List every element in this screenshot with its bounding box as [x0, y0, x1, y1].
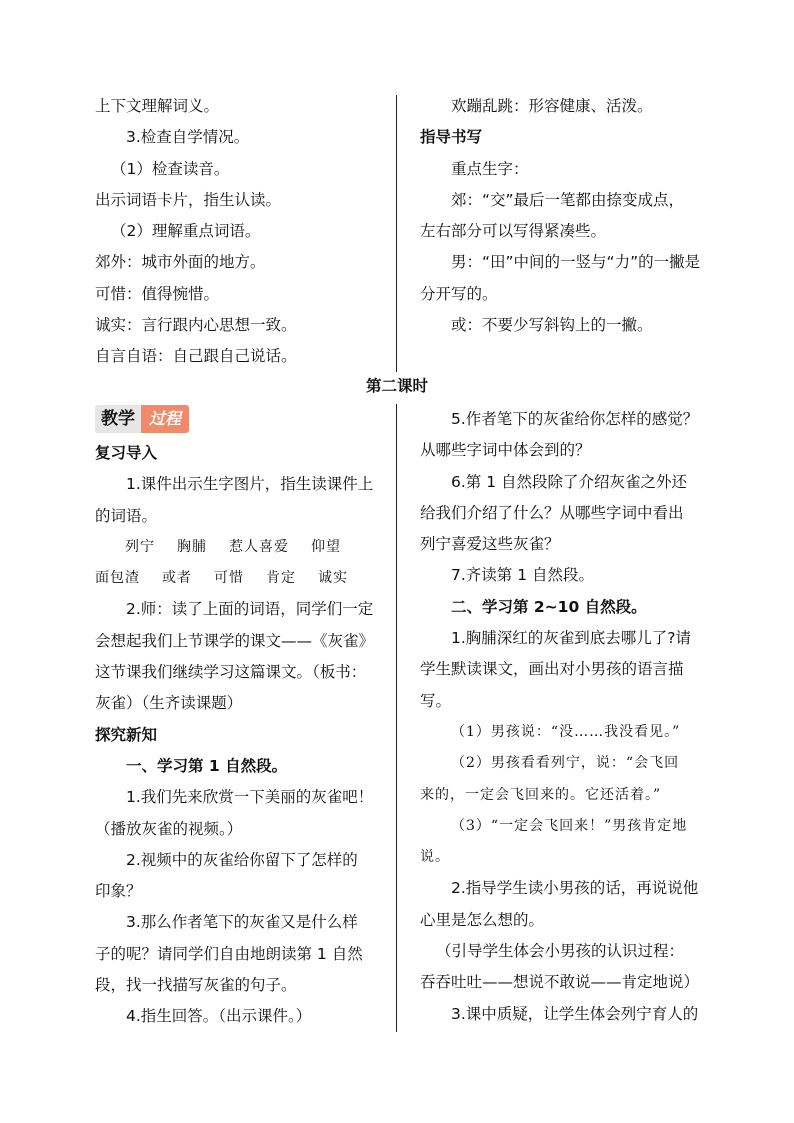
text-line: 3.检查自学情况。	[126, 128, 250, 147]
text-line: 1.课件出示生字图片，指生读课件上	[126, 475, 374, 494]
text-line: （引导学生体会小男孩的认识过程：	[436, 942, 685, 961]
text-line: 重点生字：	[451, 159, 529, 178]
word-row	[95, 532, 395, 563]
word-row	[95, 563, 395, 594]
text-line: 5.作者笔下的灰雀给你怎样的感觉？	[451, 410, 699, 428]
text-line: （1）检查读音。	[111, 159, 230, 178]
vocab-word: 面包渣	[95, 570, 140, 587]
text-line: 或：不要少写斜钩上的一撇。	[451, 316, 653, 335]
section-heading: 指导书写	[420, 128, 483, 147]
lesson-section-title: 第二课时	[365, 377, 428, 395]
text-line: 这节课我们继续学习这篇课文。（板书：	[95, 663, 367, 682]
vocab-word: 列宁	[125, 538, 155, 555]
text-line: 7.齐读第 1 自然段。	[451, 566, 595, 585]
quote-line: （2）男孩看看列宁，说：“会飞回	[451, 755, 680, 772]
text-line: 郊：“交”最后一笔都由捺变成点，	[451, 190, 685, 209]
text-line: 灰雀）（生齐读课题）	[95, 694, 243, 713]
text-line: 子的呢？请同学们自由地朗读第 1 自然	[95, 944, 363, 963]
vocab-word: 胸脯	[177, 538, 207, 555]
text-line: 诚实：言行跟内心思想一致。	[95, 316, 297, 335]
column-divider	[396, 95, 397, 372]
text-line: 会想起我们上节课学的课文——《灰雀》	[95, 631, 375, 650]
text-line: 从哪些字词中体会到的？	[420, 441, 591, 460]
quote-line: （1）男孩说：“没……我没看见。”	[451, 723, 681, 740]
vocab-word: 或者	[162, 570, 192, 587]
text-line: 段，找一找描写灰雀的句子。	[95, 976, 297, 995]
subsection-heading: 二、学习第 2~10 自然段。	[451, 597, 647, 616]
text-line: 左右部分可以写得紧凑些。	[420, 222, 607, 241]
text-line: 上下文理解词义。	[95, 97, 220, 115]
quote-line: 来的，一定会飞回来的。它还活着。”	[420, 786, 662, 803]
vocab-word: 诚实	[318, 570, 348, 587]
text-line: 自言自语：自己跟自己说话。	[95, 347, 297, 366]
text-line: 的词语。	[95, 506, 158, 525]
subsection-heading: 一、学习第 1 自然段。	[126, 756, 288, 775]
text-line: 2.视频中的灰雀给你留下了怎样的	[126, 850, 358, 869]
vocab-word: 可惜	[214, 570, 244, 587]
text-line: 出示词语卡片，指生认读。	[95, 190, 282, 209]
text-line: 6.第 1 自然段除了介绍灰雀之外还	[451, 472, 688, 491]
text-line: 学生默读课文，画出对小男孩的语言描	[420, 660, 684, 679]
text-line: 列宁喜爱这些灰雀？	[420, 535, 560, 554]
text-line: 2.指导学生读小男孩的话，再说说他	[451, 879, 699, 898]
section-heading: 探究新知	[95, 725, 158, 744]
badge-part-1: 教学	[95, 405, 141, 433]
quote-line: 说。	[420, 849, 450, 866]
column-divider	[396, 404, 397, 1032]
text-line: 3.那么作者笔下的灰雀又是什么样	[126, 913, 358, 932]
bottom-right-column	[420, 404, 720, 1030]
text-line: （播放灰雀的视频。）	[95, 819, 243, 838]
top-right-column	[420, 91, 720, 341]
text-line: 写。	[420, 691, 452, 710]
quote-line: （3）“一定会飞回来！”男孩肯定地	[451, 817, 688, 834]
text-line: 印象？	[95, 882, 142, 901]
badge-part-2: 过程	[141, 405, 189, 433]
text-line: （2）理解重点词语。	[111, 222, 261, 241]
vocab-word: 惹人喜爱	[229, 538, 289, 555]
top-left-column	[95, 91, 395, 373]
text-line: 1.胸脯深红的灰雀到底去哪儿了?请	[451, 629, 692, 648]
text-line: 郊外：城市外面的地方。	[95, 253, 266, 272]
text-line: 吞吞吐吐——想说不敢说——肯定地说）	[420, 973, 700, 992]
text-line: 心里是怎么想的。	[420, 910, 545, 929]
text-line: 给我们介绍了什么？从哪些字词中看出	[420, 503, 684, 522]
section-heading: 复习导入	[95, 444, 158, 462]
vocab-word: 仰望	[311, 538, 341, 555]
text-line: 欢蹦乱跳：形容健康、活泼。	[451, 97, 653, 115]
text-line: 4.指生回答。（出示课件。）	[126, 1007, 312, 1026]
text-line: 3.课中质疑，让学生体会列宁育人的	[451, 1004, 699, 1023]
teaching-process-badge	[95, 405, 189, 433]
text-line: 分开写的。	[420, 284, 498, 303]
vocab-word: 肯定	[266, 570, 296, 587]
text-line: 可惜：值得惋惜。	[95, 284, 220, 303]
bottom-left-column	[95, 438, 395, 1033]
text-line: 2.师：读了上面的词语，同学们一定	[126, 600, 374, 619]
text-line: 男：“田”中间的一竖与“力”的一撇是	[451, 253, 701, 272]
text-line: 1.我们先来欣赏一下美丽的灰雀吧！	[126, 788, 374, 807]
